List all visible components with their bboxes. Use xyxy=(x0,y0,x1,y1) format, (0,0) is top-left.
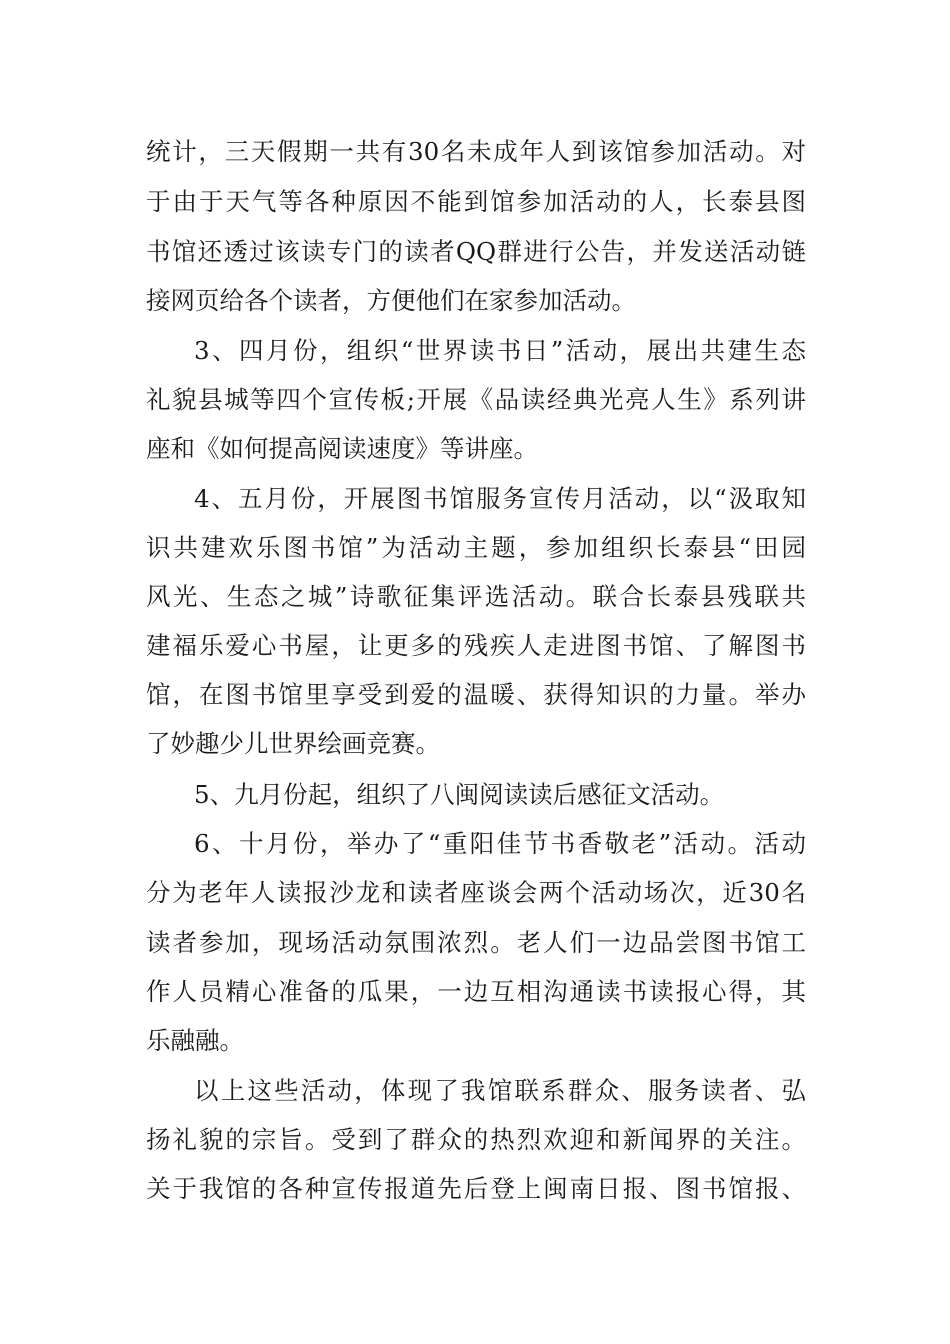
text-line: 建福乐爱心书屋，让更多的残疾人走进图书馆、了解图书 xyxy=(146,631,806,660)
text-line: 乐融融。 xyxy=(146,1026,244,1055)
paragraph-start-line: 5、九月份起，组织了八闽阅读读后感征文活动。 xyxy=(194,780,725,809)
text-line: 作人员精心准备的瓜果，一边互相沟通读书读报心得，其 xyxy=(146,977,806,1006)
text-line: 读者参加，现场活动氛围浓烈。老人们一边品尝图书馆工 xyxy=(146,928,806,957)
paragraph-start-line: 以上这些活动，体现了我馆联系群众、服务读者、弘 xyxy=(194,1076,806,1105)
text-line: 馆，在图书馆里享受到爱的温暖、获得知识的力量。举办 xyxy=(146,680,806,709)
paragraph-start-line: 6、十月份，举办了“重阳佳节书香敬老”活动。活动 xyxy=(194,829,806,858)
text-line: 扬礼貌的宗旨。受到了群众的热烈欢迎和新闻界的关注。 xyxy=(146,1125,806,1154)
text-line: 于由于天气等各种原因不能到馆参加活动的人，长泰县图 xyxy=(146,187,806,216)
text-line: 座和《如何提高阅读速度》等讲座。 xyxy=(146,434,538,463)
text-line: 分为老年人读报沙龙和读者座谈会两个活动场次，近30名 xyxy=(146,878,806,907)
text-line: 了妙趣少儿世界绘画竞赛。 xyxy=(146,729,440,758)
text-line: 统计，三天假期一共有30名未成年人到该馆参加活动。对 xyxy=(146,137,806,166)
paragraph-start-line: 3、四月份，组织“世界读书日”活动，展出共建生态 xyxy=(194,336,806,365)
text-line: 书馆还透过该读专门的读者QQ群进行公告，并发送活动链 xyxy=(146,237,806,266)
text-line: 接网页给各个读者，方便他们在家参加活动。 xyxy=(146,286,636,315)
text-line: 礼貌县城等四个宣传板;开展《品读经典光亮人生》系列讲 xyxy=(146,385,806,414)
text-line: 关于我馆的各种宣传报道先后登上闽南日报、图书馆报、 xyxy=(146,1174,806,1203)
text-line: 识共建欢乐图书馆”为活动主题，参加组织长泰县“田园 xyxy=(146,533,806,562)
text-line: 风光、生态之城”诗歌征集评选活动。联合长泰县残联共 xyxy=(146,582,806,611)
paragraph-start-line: 4、五月份，开展图书馆服务宣传月活动，以“汲取知 xyxy=(194,484,806,513)
